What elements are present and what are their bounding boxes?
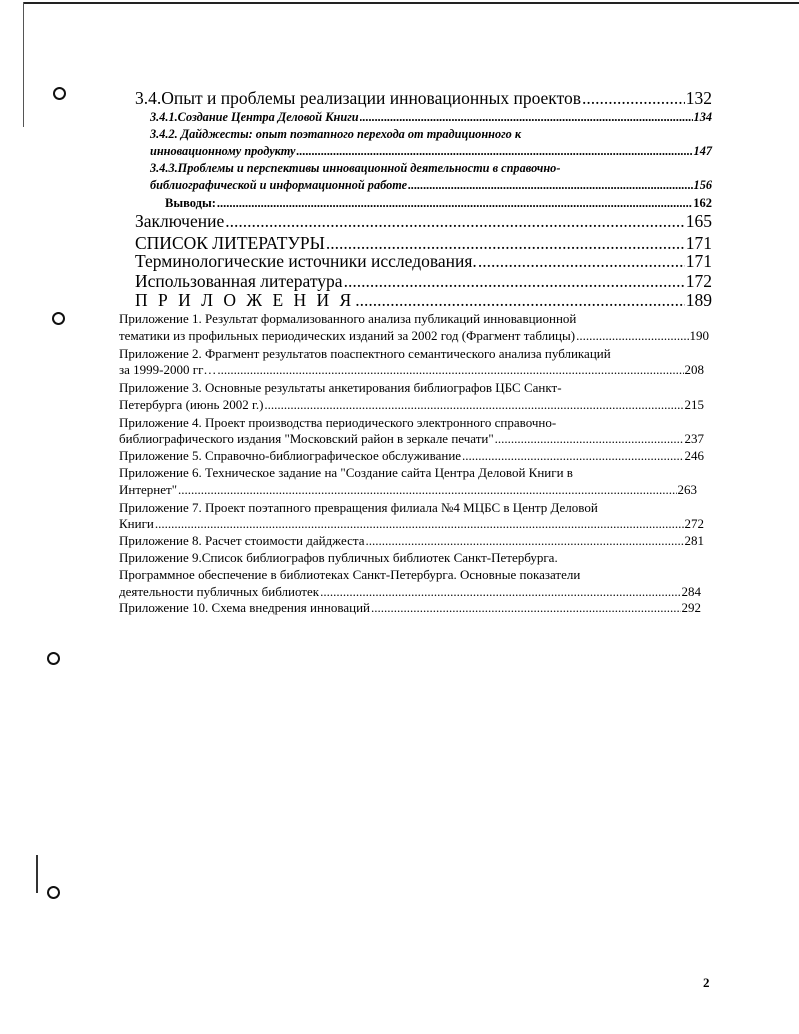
toc-entry[interactable]: библиографической и информационной работе ..... 156 (150, 178, 712, 193)
toc-entry[interactable]: Приложение 10. Схема внедрения инноваций ..... 292 (119, 600, 701, 616)
toc-entry[interactable]: инновационному продукту ..... 147 (150, 144, 712, 159)
scan-mark (36, 855, 38, 893)
toc-entry[interactable]: Выводы: ..... 162 (165, 196, 712, 211)
toc-entry-line: Приложение 4. Проект производства периодического электронного справочно- (119, 415, 557, 430)
punch-hole-icon (52, 312, 65, 325)
toc-entry-line: Приложение 7. Проект поэтапного превращения филиала №4 МЦБС в Центр Деловой (119, 500, 598, 515)
toc-entry[interactable]: за 1999-2000 гг… ..... 208 (119, 362, 704, 378)
toc-entry[interactable]: Приложение 5. Справочно-библиографическое обслуживание ..... 246 (119, 448, 704, 464)
toc-entry[interactable]: Приложение 8. Расчет стоимости дайджеста ..... 281 (119, 533, 704, 549)
scan-border-top (23, 2, 799, 4)
punch-hole-icon (47, 652, 60, 665)
toc-entry[interactable]: деятельности публичных библиотек ..... 284 (119, 584, 701, 600)
toc-entry-line: Приложение 1. Результат формализованного анализа публикаций инновавционной (119, 311, 577, 326)
toc-entry[interactable]: библиографического издания "Московский район в зеркале печати" ..... 237 (119, 431, 704, 447)
toc-entry-line: Приложение 2. Фрагмент результатов поаспектного семантического анализа публикаций (119, 346, 611, 361)
toc-entry[interactable]: Терминологические источники исследования. ..... 171 (135, 251, 712, 272)
toc-entry-line: 3.4.2. Дайджесты: опыт поэтапного перехода от традиционного к (150, 127, 522, 141)
toc-entry[interactable]: П Р И Л О Ж Е Н И Я ..... 189 (135, 290, 712, 311)
toc-entry-line: Приложение 6. Техническое задание на "Создание сайта Центра Деловой Книги в (119, 465, 573, 480)
scan-border-left (23, 2, 24, 127)
toc-entry[interactable]: тематики из профильных периодических изданий за 2002 год (Фрагмент таблицы) ..... 190 (119, 328, 709, 344)
toc-entry[interactable]: Использованная литература ..... 172 (135, 271, 712, 292)
toc-entry[interactable]: СПИСОК ЛИТЕРАТУРЫ ..... 171 (135, 233, 712, 254)
toc-entry[interactable]: Интернет" ..... 263 (119, 482, 697, 498)
toc-entry[interactable]: Петербурга (июнь 2002 г.) ..... 215 (119, 397, 704, 413)
toc-entry-line: Приложение 3. Основные результаты анкетирования библиографов ЦБС Санкт- (119, 380, 562, 395)
toc-entry-line: 3.4.3.Проблемы и перспективы инновационной деятельности в справочно- (150, 161, 561, 175)
punch-hole-icon (53, 87, 66, 100)
page-number: 2 (703, 975, 710, 990)
toc-entry[interactable]: 3.4.Опыт и проблемы реализации инновационных проектов ..... 132 (135, 88, 712, 109)
toc-entry-line: Приложение 9.Список библиографов публичных библиотек Санкт-Петербурга. (119, 550, 558, 565)
toc-entry[interactable]: Заключение ..... 165 (135, 211, 712, 232)
toc-entry[interactable]: 3.4.1.Создание Центра Деловой Книги ..... 134 (150, 110, 712, 125)
toc-entry[interactable]: Книги ..... 272 (119, 516, 704, 532)
toc-entry-line: Программное обеспечение в библиотеках Санкт-Петербурга. Основные показатели (119, 567, 581, 582)
punch-hole-icon (47, 886, 60, 899)
